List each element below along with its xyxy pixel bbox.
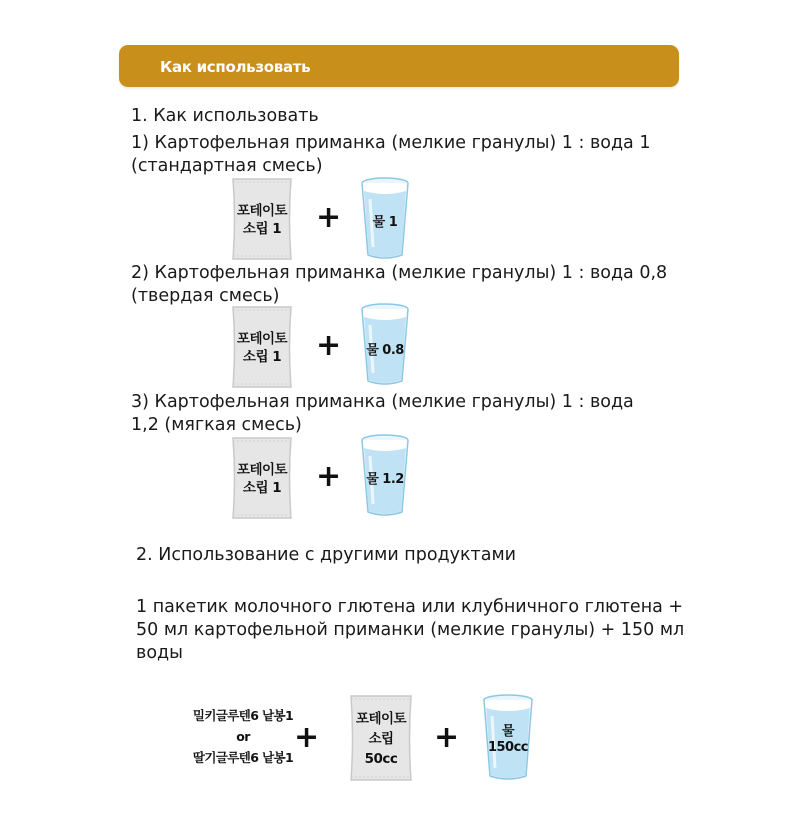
plus-sign: + bbox=[434, 720, 460, 755]
item2-line1: 2) Картофельная приманка (мелкие гранулы) 1 : вода 0,8 bbox=[131, 263, 668, 283]
water-glass-icon bbox=[360, 303, 410, 387]
bait-bag-icon bbox=[348, 694, 414, 782]
section2-desc-line1: 1 пакетик молочного глютена или клубничного глютена + bbox=[136, 597, 684, 617]
gluten-line2: 딸기글루텐6 낱봉1 bbox=[192, 750, 294, 765]
bag-label-line1: 포테이토 bbox=[236, 331, 288, 347]
water-glass-icon bbox=[360, 434, 410, 518]
bag-label-line2: 소립 1 bbox=[242, 221, 282, 237]
glass-label-line2: 150cc bbox=[487, 740, 529, 755]
bag-label-line2: 소립 bbox=[368, 731, 394, 747]
section2-desc-line3: воды bbox=[136, 643, 183, 663]
section2-heading: 2. Использование с другими продуктами bbox=[136, 545, 517, 565]
bag-label-line1: 포테이토 bbox=[236, 203, 288, 219]
bait-bag-icon bbox=[230, 436, 294, 520]
bag-label-line1: 포테이토 bbox=[236, 462, 288, 478]
glass-label: 물 1.2 bbox=[366, 472, 404, 487]
section-banner bbox=[119, 45, 679, 87]
item2-line2: (твердая смесь) bbox=[131, 286, 280, 306]
glass-label: 물 1 bbox=[372, 215, 398, 230]
gluten-line1: 밀키글루텐6 낱봉1 bbox=[192, 708, 294, 723]
water-glass-icon bbox=[360, 177, 410, 261]
bag-label-line3: 50cc bbox=[364, 751, 398, 767]
plus-sign: + bbox=[294, 720, 320, 755]
gluten-or: or bbox=[236, 729, 250, 744]
section1-heading: 1. Как использовать bbox=[131, 106, 319, 126]
banner-title: Как использовать bbox=[160, 58, 311, 76]
bag-label-line1: 포테이토 bbox=[355, 711, 407, 727]
bag-label-line2: 소립 1 bbox=[242, 349, 282, 365]
bait-bag-icon bbox=[230, 177, 294, 261]
item1-line1: 1) Картофельная приманка (мелкие гранулы) 1 : вода 1 bbox=[131, 133, 651, 153]
plus-sign: + bbox=[316, 459, 342, 494]
plus-sign: + bbox=[316, 200, 342, 235]
water-glass-icon bbox=[482, 694, 534, 782]
plus-sign: + bbox=[316, 328, 342, 363]
bait-bag-icon bbox=[230, 305, 294, 389]
item3-line1: 3) Картофельная приманка (мелкие гранулы) 1 : вода bbox=[131, 392, 634, 412]
glass-label-line1: 물 bbox=[501, 724, 515, 739]
item3-line2: 1,2 (мягкая смесь) bbox=[131, 415, 302, 435]
bag-label-line2: 소립 1 bbox=[242, 480, 282, 496]
item1-line2: (стандартная смесь) bbox=[131, 156, 323, 176]
section2-desc-line2: 50 мл картофельной приманки (мелкие гранулы) + 150 мл bbox=[136, 620, 685, 640]
glass-label: 물 0.8 bbox=[366, 343, 404, 358]
